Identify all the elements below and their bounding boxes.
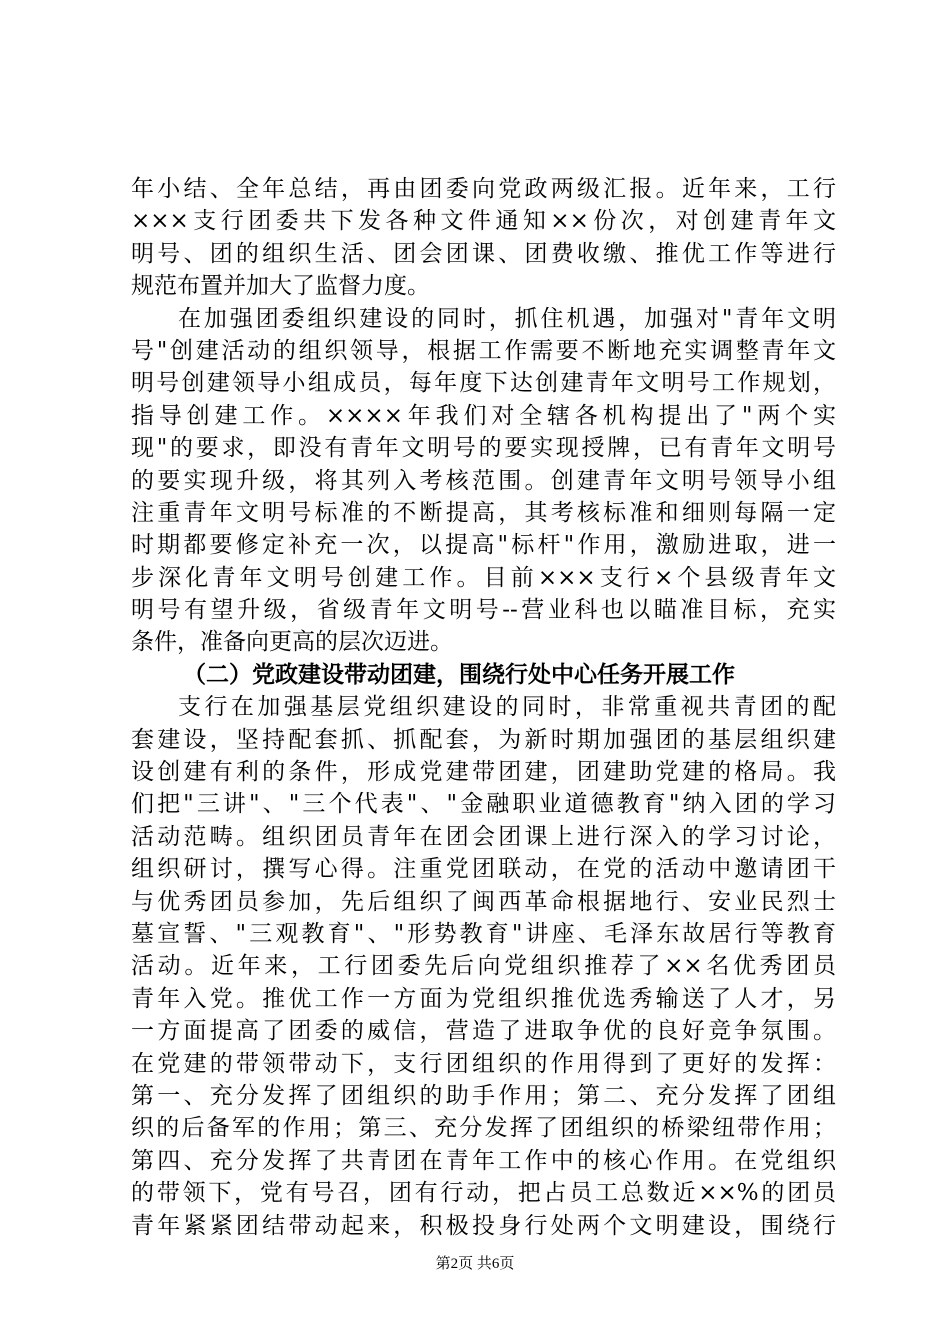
document-body <box>131 173 836 1242</box>
text-line: 与优秀团员参加，先后组织了闽西革命根据地行、安业民烈士 <box>131 888 836 915</box>
text-line: 活动。近年来，工行团委先后向党组织推荐了××名优秀团员 <box>131 953 836 980</box>
text-line: 的带领下，党有号召，团有行动，把占员工总数近××%的团员 <box>131 1180 836 1207</box>
text-line: 规范布置并加大了监督力度。 <box>131 273 430 300</box>
text-line: 指导创建工作。××××年我们对全辖各机构提出了"两个实 <box>131 402 836 429</box>
text-line: 的要实现升级，将其列入考核范围。创建青年文明号领导小组 <box>131 467 836 494</box>
paragraph-2 <box>131 303 836 659</box>
text-line: 支行在加强基层党组织建设的同时，非常重视共青团的配 <box>178 694 836 721</box>
page-number-footer: 第2页 共6页 <box>435 1256 515 1272</box>
text-line: 第一、充分发挥了团组织的助手作用；第二、充分发挥了团组 <box>131 1082 836 1109</box>
paragraph-1 <box>131 173 836 303</box>
text-line: 织的后备军的作用；第三、充分发挥了团组织的桥梁纽带作用； <box>131 1115 836 1142</box>
text-line: 在加强团委组织建设的同时，抓住机遇，加强对"青年文明 <box>178 305 836 332</box>
text-line: 套建设，坚持配套抓、抓配套，为新时期加强团的基层组织建 <box>131 726 836 753</box>
text-line: 明号创建领导小组成员，每年度下达创建青年文明号工作规划， <box>131 370 836 397</box>
text-line: 设创建有利的条件，形成党建带团建，团建助党建的格局。我 <box>131 759 836 786</box>
text-line: 组织研讨，撰写心得。注重党团联动，在党的活动中邀请团干 <box>131 856 836 883</box>
text-line: 墓宣誓、"三观教育"、"形势教育"讲座、毛泽东故居行等教育 <box>131 920 836 947</box>
paragraph-3 <box>131 691 836 1242</box>
text-line: 明号、团的组织生活、团会团课、团费收缴、推优工作等进行 <box>131 240 836 267</box>
text-line: 活动范畴。组织团员青年在团会团课上进行深入的学习讨论， <box>131 823 836 850</box>
text-line: 们把"三讲"、"三个代表"、"金融职业道德教育"纳入团的学习 <box>131 791 836 818</box>
text-line: 条件，准备向更高的层次迈进。 <box>131 629 453 656</box>
text-line: 明号有望升级，省级青年文明号--营业科也以瞄准目标，充实 <box>131 597 836 624</box>
text-line: 青年入党。推优工作一方面为党组织推优选秀输送了人才，另 <box>131 985 836 1012</box>
text-line: 年小结、全年总结，再由团委向党政两级汇报。近年来，工行 <box>131 176 836 202</box>
text-line: 号"创建活动的组织领导，根据工作需要不断地充实调整青年文 <box>131 337 836 364</box>
text-line: ×××支行团委共下发各种文件通知××份次，对创建青年文 <box>131 208 836 235</box>
text-line: 时期都要修定补充一次，以提高"标杆"作用，激励进取，进一 <box>131 532 836 559</box>
section-heading: （二）党政建设带动团建，围绕行处中心任务开展工作 <box>183 661 735 688</box>
text-line: 在党建的带领带动下，支行团组织的作用得到了更好的发挥： <box>131 1050 836 1077</box>
text-line: 第四、充分发挥了共青团在青年工作中的核心作用。在党组织 <box>131 1147 836 1174</box>
text-line: 注重青年文明号标准的不断提高，其考核标准和细则每隔一定 <box>131 499 836 526</box>
text-line: 现"的要求，即没有青年文明号的要实现授牌，已有青年文明号 <box>131 435 836 462</box>
text-line: 青年紧紧团结带动起来，积极投身行处两个文明建设，围绕行 <box>131 1212 836 1239</box>
text-line: 一方面提高了团委的威信，营造了进取争优的良好竞争氛围。 <box>131 1018 836 1045</box>
text-line: 步深化青年文明号创建工作。目前×××支行×个县级青年文 <box>131 564 836 591</box>
